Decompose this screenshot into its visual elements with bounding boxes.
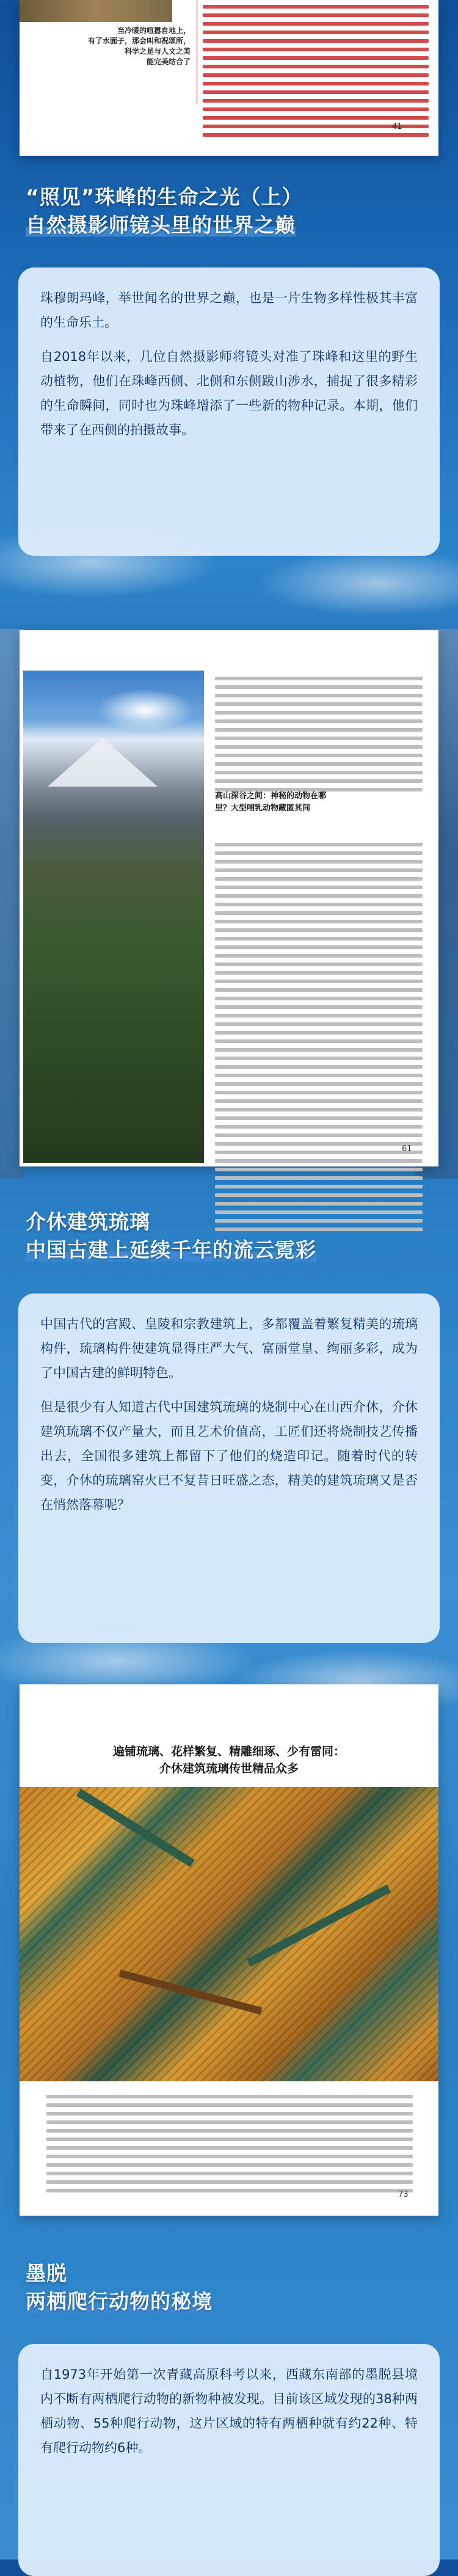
snow-peak: [48, 738, 158, 787]
section-title-line: “照见”珠峰的生命之光（上）: [26, 185, 303, 209]
article-heading-line: 介休建筑琉璃传世精品众多: [159, 1762, 299, 1775]
article-text-block: [203, 5, 429, 142]
intro-paragraph: 珠穆朗玛峰，举世闻名的世界之巅，也是一片生物多样性极其丰富的生命乐土。: [40, 291, 418, 330]
caption-line: 当冷暖的喧嚣自地上，: [117, 26, 191, 35]
caption-line: 能完美结合了: [146, 57, 191, 66]
section-title-line: 墨脱: [26, 2261, 67, 2285]
article-text-block: [215, 677, 423, 796]
page-number: 61: [402, 1144, 412, 1154]
magazine-page-top: [20, 0, 438, 156]
page-number: 41: [392, 122, 402, 131]
section-title-line: 中国古建上延续千年的流云霓彩: [26, 1236, 316, 1264]
caption-line: 科学之是与人文之美: [124, 47, 191, 56]
intro-paragraph: 中国古代的宫殿、皇陵和宗教建筑上，多都覆盖着繁复精美的琉璃构件，琉璃构件使建筑显得庄严大气、富丽堂皇、绚丽多彩，成为了中国古建的鲜明特色。: [40, 1317, 418, 1380]
article-text-block: [215, 843, 423, 1236]
magazine-page-everest: [20, 630, 438, 1166]
intro-textbox-medog: [18, 2344, 440, 2576]
glazed-roof-photo: [20, 1787, 438, 2081]
caption-line: 有了水面子，那会叫和祝颂所，: [87, 37, 191, 45]
intro-paragraph: 自1973年开始第一次青藏高原科考以来，西藏东南部的墨脱县境内不断有两栖爬行动物的新物种被发现。目前该区域发现的38种两栖动物、55种爬行动物，这片区域的特有两栖种就有约22种、特有爬行动物约6种。: [40, 2367, 418, 2455]
roof-ridge: [119, 1970, 263, 2015]
section-title-line: 自然摄影师镜头里的世界之巅: [26, 211, 296, 239]
roof-ridge: [76, 1789, 195, 1867]
section-title-everest: [26, 183, 302, 239]
page-caption: [87, 26, 191, 67]
page-photo: [20, 0, 172, 22]
article-text-block: [46, 2095, 413, 2197]
article-heading: [20, 1743, 438, 1777]
intro-paragraph: 自2018年以来，几位自然摄影师将镜头对准了珠峰和这里的野生动植物，他们在珠峰西侧、北侧和东侧跋山涉水，捕捉了很多精彩的生命瞬间，同时也为珠峰增添了一些新的物种记录。本期，他们带来了在西侧的拍摄故事。: [40, 349, 418, 437]
section-title-glaze: [26, 1208, 316, 1264]
article-heading-line: 遍铺琉璃、花样繁复、精雕细琢、少有雷同：: [112, 1745, 345, 1758]
cloud-decoration: [256, 550, 458, 617]
cloud-in-photo: [96, 689, 194, 732]
everest-photo: [23, 671, 204, 1163]
page-number: 73: [398, 2190, 409, 2199]
magazine-page-glaze: [20, 1684, 438, 2216]
section-title-line: 介休建筑琉璃: [26, 1210, 150, 1234]
section-title-line: 两栖爬行动物的秘境: [26, 2288, 213, 2316]
article-subheading: 高山深谷之间：神秘的动物在哪里？大型哺乳动物藏匿其间: [215, 791, 327, 813]
intro-textbox-glaze: [18, 1293, 440, 1643]
section-title-medog: [26, 2260, 213, 2316]
roof-ridge: [247, 1885, 391, 1967]
intro-textbox-everest: [18, 267, 440, 556]
intro-paragraph: 但是很少有人知道古代中国建筑琉璃的烧制中心在山西介休，介休建筑琉璃不仅产量大，而且艺术价值高，工匠们还将烧制技艺传播出去，全国很多建筑上都留下了他们的烧造印记。随着时代的转变，介休的琉璃窑火已不复昔日旺盛之态，精美的建筑琉璃又是否在悄然落幕呢？: [40, 1400, 418, 1512]
